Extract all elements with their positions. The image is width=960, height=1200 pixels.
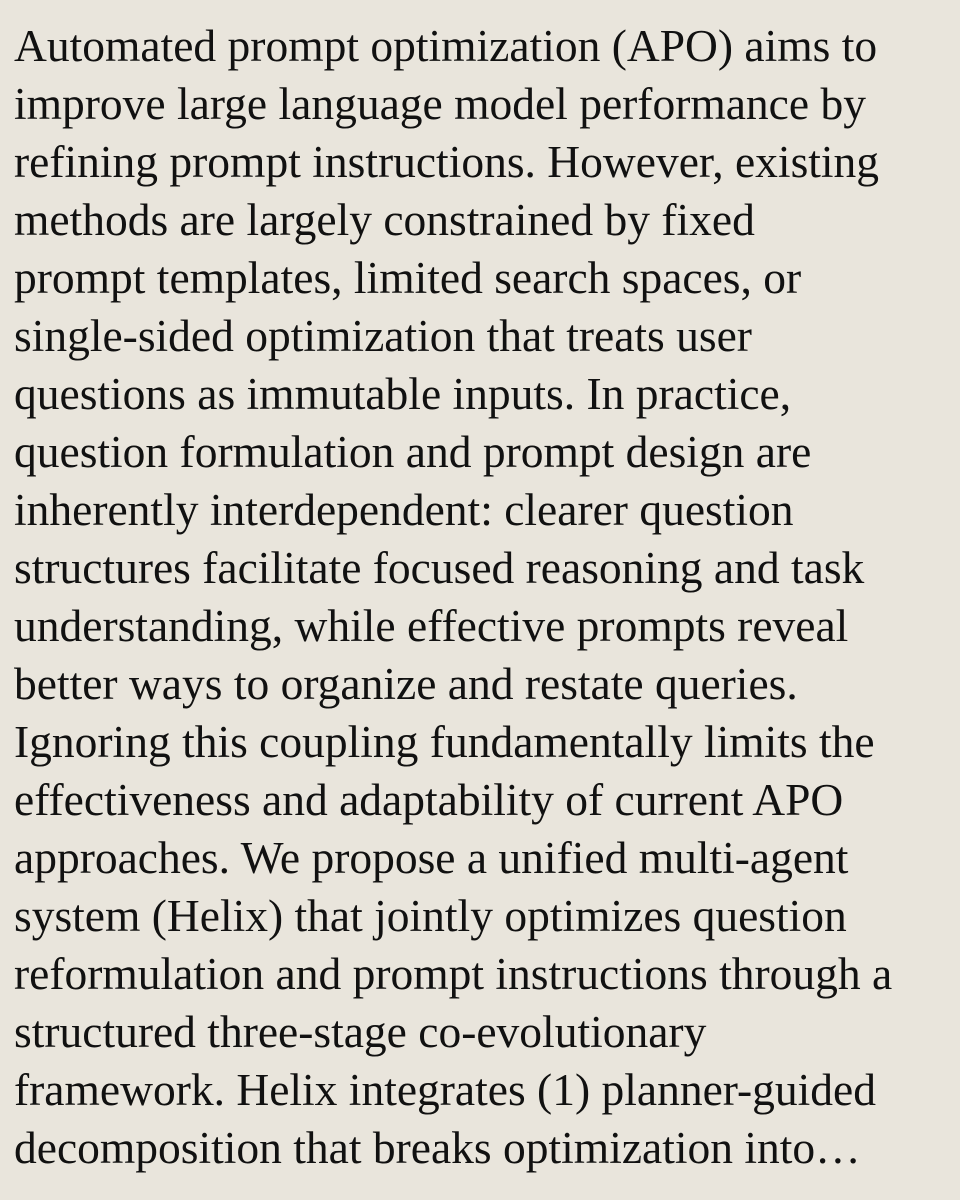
abstract-line: approaches. We propose a unified multi-agent [14, 832, 849, 883]
abstract-line: question formulation and prompt design are [14, 426, 812, 477]
abstract-line: refining prompt instructions. However, existing [14, 136, 880, 187]
abstract-line: better ways to organize and restate queries. [14, 658, 798, 709]
abstract-line: methods are largely constrained by fixed [14, 194, 755, 245]
abstract-line: inherently interdependent: clearer question [14, 484, 794, 535]
abstract-line: Ignoring this coupling fundamentally limits the [14, 716, 875, 767]
abstract-line: single-sided optimization that treats user [14, 310, 752, 361]
abstract-line: framework. Helix integrates (1) planner-guided [14, 1064, 876, 1115]
abstract-line: reformulation and prompt instructions through a [14, 948, 893, 999]
abstract-line: questions as immutable inputs. In practice, [14, 368, 792, 419]
abstract-line: Automated prompt optimization (APO) aims to [14, 20, 878, 71]
abstract-paragraph [14, 17, 946, 1177]
abstract-line: prompt templates, limited search spaces, or [14, 252, 802, 303]
abstract-line: understanding, while effective prompts reveal [14, 600, 849, 651]
abstract-line: improve large language model performance by [14, 78, 866, 129]
abstract-line: system (Helix) that jointly optimizes question [14, 890, 847, 941]
abstract-line: effectiveness and adaptability of current APO [14, 774, 844, 825]
abstract-line: structured three-stage co-evolutionary [14, 1006, 707, 1057]
abstract-line: structures facilitate focused reasoning and task [14, 542, 865, 593]
abstract-line: decomposition that breaks optimization into… [14, 1122, 861, 1173]
